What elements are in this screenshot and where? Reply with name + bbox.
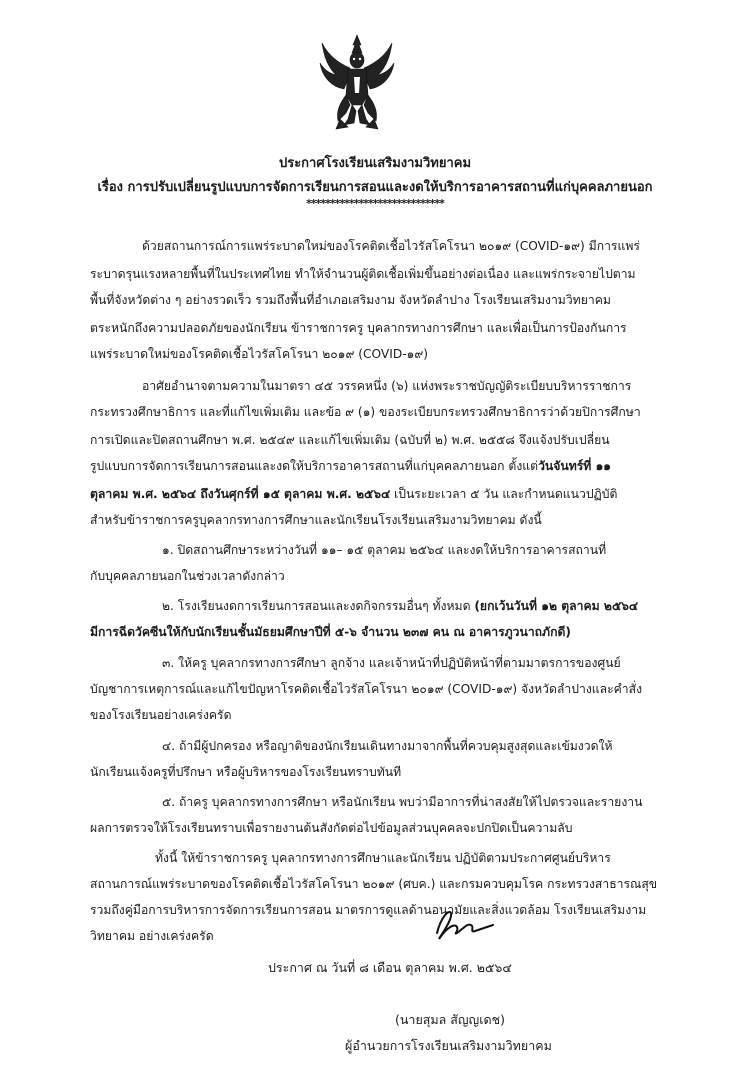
list-item: มีการฉีดวัคซีนให้กับนักเรียนชั้นมัธยมศึกษาปีที่ ๕-๖ จำนวน ๒๓๗ คน ณ อาคารภูวนาถภักดี) [90,625,571,639]
list-item: ๑. ปิดสถานศึกษาระหว่างวันที่ ๑๑– ๑๕ ตุลาคม ๒๕๖๔ และงดให้บริการอาคารสถานที่ [162,543,607,557]
announcement-title: ประกาศโรงเรียนเสริมงามวิทยาคม [278,156,472,171]
body-line: วิทยาคม อย่างเคร่งครัด [90,929,214,943]
announcement-date: ประกาศ ณ วันที่ ๘ เดือน ตุลาคม พ.ศ. ๒๕๖๔ [268,960,512,975]
signature-icon [427,903,497,945]
body-line: สำหรับข้าราชการครูบุคลากรทางการศึกษาและนักเรียนโรงเรียนเสริมงามวิทยาคม ดังนี้ [90,513,542,527]
list-item: นักเรียนแจ้งครูที่ปรึกษา หรือผู้บริหารของโรงเรียนทราบทันที [90,765,402,779]
list-item: ๕. ถ้าครู บุคลากรทางการศึกษา หรือนักเรียน พบว่ามีอาการที่น่าสงสัยให้ไปตรวจและรายงาน [162,795,643,809]
announcement-subject: เรื่อง การปรับเปลี่ยนรูปแบบการจัดการเรียนการสอนและงดให้บริการอาคารสถานที่แก่บุคคลภายนอก [97,180,653,195]
body-line: สถานการณ์แพร่ระบาดของโรคติดเชื้อไวรัสโคโรนา ๒๐๑๙ (ศบค.) และกรมควบคุมโรค กระทรวงสาธารณสุข [90,877,658,891]
list-item: บัญชาการเหตุการณ์และแก้ไขปัญหาโรคติดเชื้อไวรัสโคโรนา ๒๐๑๙ (COVID-๑๙) จังหวัดลำปางและคำสั่ง [90,682,643,696]
list-item: กับบุคคลภายนอกในช่วงเวลาดังกล่าว [90,569,285,583]
separator-line: ***************************** [306,197,444,210]
body-line: การเปิดและปิดสถานศึกษา พ.ศ. ๒๕๔๙ และแก้ไขเพิ่มเติม (ฉบับที่ ๒) พ.ศ. ๒๕๕๘ จึงแจ้งปรับเปลี่ยน [90,433,610,447]
list-item: ของโรงเรียนอย่างเคร่งครัด [90,708,232,722]
list-item: ๔. ถ้ามีผู้ปกครอง หรือญาติของนักเรียนเดินทางมาจากพื้นที่ควบคุมสูงสุดและเข้มงวดให้ [162,739,613,753]
body-line: พื้นที่จังหวัดต่าง ๆ อย่างรวดเร็ว รวมถึงพื้นที่อำเภอเสริมงาม จังหวัดลำปาง โรงเรียนเสริมงามวิทยาคม [90,293,611,307]
list-item: ๒. โรงเรียนงดการเรียนการสอนและงดกิจกรรมอื่นๆ ทั้งหมด (ยกเว้นวันที่ ๑๒ ตุลาคม ๒๕๖๔ [162,599,639,613]
body-line: รวมถึงคู่มือการบริหารการจัดการเรียนการสอน มาตรการดูแลด้านอนามัยและสิ่งแวดล้อม โรงเรียนเสริมงาม [90,903,647,917]
body-line: แพร่ระบาดใหม่ของโรคติดเชื้อไวรัสโคโรนา ๒๐๑๙ (COVID-๑๙) [90,347,429,361]
body-line: กระทรวงศึกษาธิการ และที่แก้ไขเพิ่มเติม และข้อ ๙ (๑) ของระเบียบกระทรวงศึกษาธิการว่าด้วยปิการศึกษา [90,405,641,419]
signer-name: (นายสุมล สัญญเดช) [395,1012,505,1027]
body-line: ตุลาคม พ.ศ. ๒๕๖๔ ถึงวันศุกร์ที่ ๑๕ ตุลาคม พ.ศ. ๒๕๖๔ เป็นระยะเวลา ๕ วัน และกำหนดแนวปฏิบัติ [90,487,618,501]
list-item: ๓. ให้ครู บุคลากรทางการศึกษา ลูกจ้าง และเจ้าหน้าที่ปฏิบัติหน้าที่ตามมาตรการของศูนย์ [162,656,621,670]
body-line: ตระหนักถึงความปลอดภัยของนักเรียน ข้าราชการครู บุคลากรทางการศึกษา และเพื่อเป็นการป้องกันการ [90,321,627,335]
body-line: ด้วยสถานการณ์การแพร่ระบาดใหม่ของโรคติดเชื้อไวรัสโคโรนา ๒๐๑๙ (COVID-๑๙) มีการแพร่ [142,239,640,253]
list-item: ผลการตรวจให้โรงเรียนทราบเพื่อรายงานต้นสังกัดต่อไปข้อมูลส่วนบุคคลจะปกปิดเป็นความลับ [90,821,573,835]
body-line: รูปแบบการจัดการเรียนการสอนและงดให้บริการอาคารสถานที่แก่บุคคลภายนอก ตั้งแต่วันจันทร์ที่ ๑๑ [90,459,612,473]
body-line: ระบาดรุนแรงหลายพื้นที่ในประเทศไทย ทำให้จำนวนผู้ติดเชื้อเพิ่มขึ้นอย่างต่อเนื่อง และแพร่กระจายไปตาม [90,267,636,281]
body-line: อาศัยอำนาจตามความในมาตรา ๔๕ วรรคหนึ่ง (๖) แห่งพระราชบัญญัติระเบียบบริหารราชการ [142,379,632,393]
body-line: ทั้งนี้ ให้ข้าราชการครู บุคลากรทางการศึกษาและนักเรียน ปฏิบัติตามประกาศศูนย์บริหาร [155,851,611,865]
garuda-emblem-icon [318,33,396,131]
signer-title: ผู้อำนวยการโรงเรียนเสริมงามวิทยาคม [345,1038,552,1053]
